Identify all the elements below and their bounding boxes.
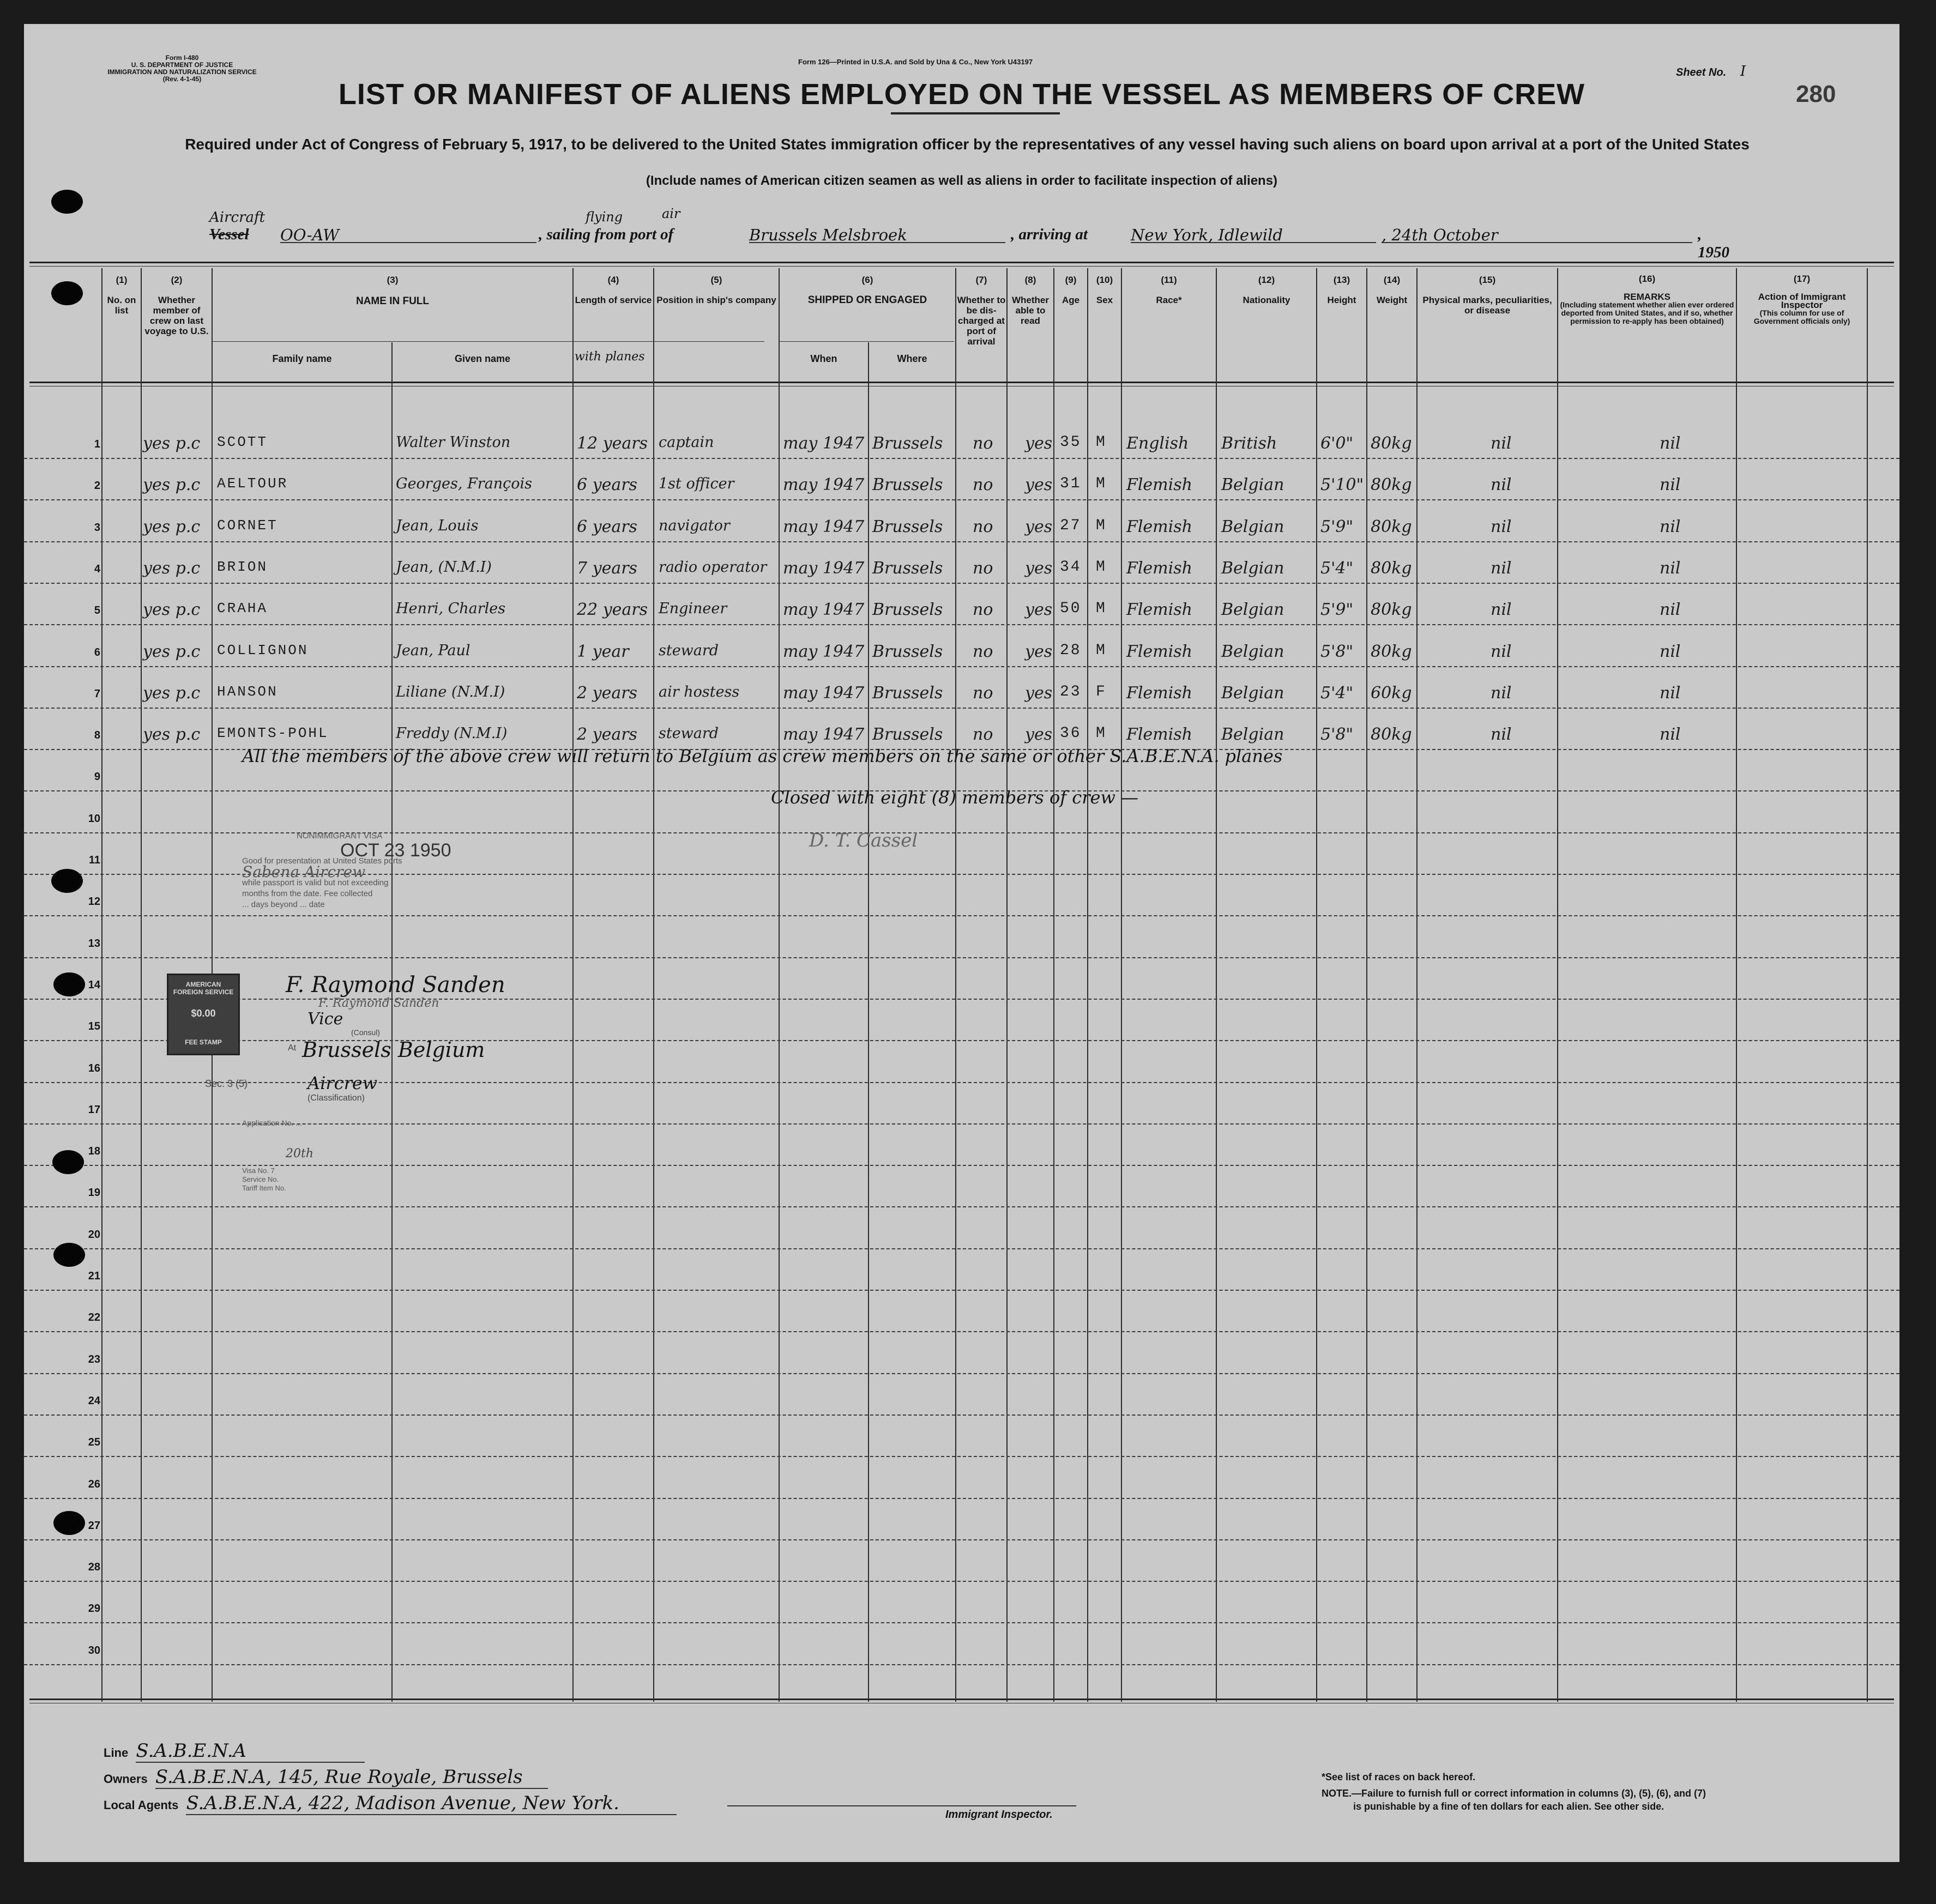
cell-where: Brussels xyxy=(872,642,943,661)
cell-marks: nil xyxy=(1491,683,1512,703)
row-number: 25 xyxy=(88,1436,100,1449)
cell-last-voyage: yes p.c xyxy=(143,642,201,661)
table-row xyxy=(24,1291,1899,1332)
cell-when: may 1947 xyxy=(783,434,865,453)
cell-service: 22 years xyxy=(577,600,648,620)
binder-hole xyxy=(51,869,83,893)
table-row xyxy=(24,584,1899,625)
table-row xyxy=(24,501,1899,542)
cell-age: 23 xyxy=(1060,683,1082,700)
cell-race: Flemish xyxy=(1126,600,1192,620)
cell-marks: nil xyxy=(1491,434,1512,453)
cell-nationality: Belgian xyxy=(1221,475,1284,495)
col-header-12: (12) Nationality xyxy=(1243,275,1290,305)
cell-height: 5'10" xyxy=(1320,475,1364,495)
header-rule-top xyxy=(29,262,1894,263)
cell-remarks: nil xyxy=(1660,475,1681,495)
table-row xyxy=(24,1249,1899,1291)
service: IMMIGRATION AND NATURALIZATION SERVICE xyxy=(107,68,257,76)
cell-nationality: Belgian xyxy=(1221,517,1284,536)
cell-race: Flemish xyxy=(1126,558,1192,578)
cell-family: COLLIGNON xyxy=(217,642,309,658)
col-header-3: (3) NAME IN FULL xyxy=(355,275,430,307)
cell-sex: M xyxy=(1096,600,1107,618)
row-number: 8 xyxy=(94,729,100,742)
shipped-where-header: Where xyxy=(897,353,927,364)
cell-read: yes xyxy=(1025,434,1053,453)
cell-last-voyage: yes p.c xyxy=(143,558,201,578)
cell-service: 12 years xyxy=(577,434,648,453)
col-header-15: (15) Physical marks, peculiarities, or disease xyxy=(1422,275,1552,316)
printer-line: Form 126—Printed in U.S.A. and Sold by Una & Co., New York U43197 xyxy=(798,58,1033,66)
cell-position: Engineer xyxy=(659,600,727,618)
cell-given: Freddy (N.M.I) xyxy=(396,725,508,742)
cell-race: Flemish xyxy=(1126,683,1192,703)
line-label: Line S.A.B.E.N.A xyxy=(104,1740,365,1763)
col-header-11: (11) Race* xyxy=(1156,275,1182,305)
col-header-6: (6) SHIPPED OR ENGAGED xyxy=(807,275,927,306)
cell-height: 6'0" xyxy=(1320,434,1354,453)
row-number: 15 xyxy=(88,1020,100,1033)
inspector-caption: Immigrant Inspector. xyxy=(945,1809,1053,1821)
cell-where: Brussels xyxy=(872,517,943,536)
row-number: 2 xyxy=(94,480,100,492)
cell-given: Henri, Charles xyxy=(396,600,506,618)
table-row xyxy=(24,1458,1899,1499)
cell-given: Georges, François xyxy=(396,475,532,493)
row-number: 3 xyxy=(94,521,100,534)
cell-remarks: nil xyxy=(1660,517,1681,536)
table-row xyxy=(24,626,1899,667)
given-name-header: Given name xyxy=(454,353,511,364)
row-number: 20 xyxy=(88,1228,100,1241)
row-number: 18 xyxy=(88,1145,100,1158)
col-header-1: (1) No. on list xyxy=(107,275,136,316)
vessel-value: OO-AW xyxy=(280,226,536,243)
table-row xyxy=(24,1582,1899,1623)
cell-nationality: Belgian xyxy=(1221,683,1284,703)
cell-nationality: Belgian xyxy=(1221,558,1284,578)
row-number: 28 xyxy=(88,1561,100,1574)
cell-read: yes xyxy=(1025,600,1053,620)
row-number: 22 xyxy=(88,1311,100,1324)
cell-service: 2 years xyxy=(577,683,637,703)
cell-marks: nil xyxy=(1491,725,1512,745)
cell-where: Brussels xyxy=(872,558,943,578)
row-rule xyxy=(24,1664,1899,1665)
manifest-sheet xyxy=(24,24,1899,1862)
cell-family: BRION xyxy=(217,558,268,575)
cell-age: 50 xyxy=(1060,600,1082,618)
cell-height: 5'8" xyxy=(1320,642,1354,661)
sheet-number-value: I xyxy=(1740,63,1746,80)
cell-remarks: nil xyxy=(1660,642,1681,661)
return-note: All the members of the above crew will return to Belgium as crew members on the same or other S.A.B.E.N.A. planes xyxy=(242,746,1283,766)
col-header-9: (9) Age xyxy=(1062,275,1080,305)
col-header-4: (4) Length of service xyxy=(575,275,652,305)
cell-read: yes xyxy=(1025,517,1053,536)
cell-where: Brussels xyxy=(872,434,943,453)
fee-stamp: AMERICAN FOREIGN SERVICE $0.00 FEE STAMP xyxy=(167,974,240,1055)
cell-remarks: nil xyxy=(1660,725,1681,745)
row-number: 27 xyxy=(88,1519,100,1532)
cell-age: 27 xyxy=(1060,517,1082,534)
cell-remarks: nil xyxy=(1660,558,1681,578)
visa-ref-lines: Visa No. 7 Service No. Tariff Item No. xyxy=(242,1166,286,1192)
table-row xyxy=(24,1208,1899,1249)
col-header-2: (2) Whether member of crew on last voyage to U.S. xyxy=(144,275,209,336)
cell-position: captain xyxy=(659,434,714,451)
binder-hole xyxy=(51,281,83,305)
row-number: 1 xyxy=(94,438,100,450)
cell-family: HANSON xyxy=(217,683,278,700)
classification-value: Aircrew xyxy=(307,1073,378,1093)
row-number: 7 xyxy=(94,687,100,700)
cell-when: may 1947 xyxy=(783,683,865,703)
cell-last-voyage: yes p.c xyxy=(143,600,201,620)
table-row xyxy=(24,1166,1899,1207)
cell-where: Brussels xyxy=(872,475,943,495)
table-row xyxy=(24,418,1899,459)
include-note: (Include names of American citizen seamen as well as aliens in order to facilitate inspection of aliens) xyxy=(646,173,1278,188)
cell-marks: nil xyxy=(1491,517,1512,536)
cell-race: English xyxy=(1126,434,1189,453)
cell-last-voyage: yes p.c xyxy=(143,517,201,536)
table-rule-bottom xyxy=(29,1699,1894,1700)
cell-discharged: no xyxy=(973,517,993,536)
cell-remarks: nil xyxy=(1660,683,1681,703)
title-underline xyxy=(891,112,1060,114)
row-number: 12 xyxy=(88,896,100,908)
cell-position: steward xyxy=(659,725,719,742)
cell-when: may 1947 xyxy=(783,475,865,495)
cell-marks: nil xyxy=(1491,558,1512,578)
row-number: 17 xyxy=(88,1103,100,1116)
shipped-subheader-rule xyxy=(780,341,954,342)
cell-given: Liliane (N.M.I) xyxy=(396,683,505,700)
cell-when: may 1947 xyxy=(783,517,865,536)
cell-discharged: no xyxy=(973,725,993,745)
col-header-8: (8) Whether able to read xyxy=(1012,275,1049,326)
binder-hole xyxy=(52,1150,84,1174)
cell-where: Brussels xyxy=(872,600,943,620)
family-name-header: Family name xyxy=(272,353,332,364)
row-number: 16 xyxy=(88,1062,100,1074)
row-number: 21 xyxy=(88,1270,100,1282)
consul-title: Vice xyxy=(307,1010,343,1029)
cell-race: Flemish xyxy=(1126,475,1192,495)
cell-discharged: no xyxy=(973,600,993,620)
visa-line-5: Application No. ... xyxy=(242,1119,302,1127)
sheet-number-label: Sheet No. xyxy=(1676,67,1727,78)
cell-age: 34 xyxy=(1060,558,1082,576)
cell-position: air hostess xyxy=(659,683,740,700)
visa-handwritten-date: 20th xyxy=(286,1147,314,1160)
cell-when: may 1947 xyxy=(783,725,865,745)
cell-nationality: British xyxy=(1221,434,1277,453)
table-row xyxy=(24,459,1899,500)
cell-sex: M xyxy=(1096,434,1107,451)
table-row xyxy=(24,1540,1899,1582)
cell-remarks: nil xyxy=(1660,434,1681,453)
cell-family: EMONTS-POHL xyxy=(217,725,329,742)
table-row xyxy=(24,1499,1899,1540)
sailing-label: , sailing from port of xyxy=(539,226,674,243)
cell-race: Flemish xyxy=(1126,642,1192,661)
cell-sex: M xyxy=(1096,558,1107,576)
row-number: 26 xyxy=(88,1478,100,1490)
cell-read: yes xyxy=(1025,475,1053,495)
name-subheader-rule xyxy=(213,341,764,342)
classification-caption: (Classification) xyxy=(307,1093,365,1103)
cell-age: 36 xyxy=(1060,725,1082,742)
row-number: 10 xyxy=(88,812,100,825)
cell-weight: 80kg xyxy=(1371,434,1412,453)
header-rule-top-inner xyxy=(29,266,1894,267)
cell-service: 1 year xyxy=(577,642,629,661)
row-number: 5 xyxy=(94,605,100,617)
consul-signature: F. Raymond Sanden xyxy=(286,972,505,998)
col-header-16: (16) REMARKS (Including statement whether alien ever ordered deported from United States, and if so, whether permission to re-apply has been obtained) xyxy=(1560,274,1734,325)
row-number: 24 xyxy=(88,1394,100,1407)
cell-service: 7 years xyxy=(577,558,637,578)
col-header-10: (10) Sex xyxy=(1096,275,1113,305)
cell-read: yes xyxy=(1025,683,1053,703)
cell-read: yes xyxy=(1025,642,1053,661)
cell-height: 5'4" xyxy=(1320,683,1354,703)
cell-position: navigator xyxy=(659,517,730,534)
cell-family: AELTOUR xyxy=(217,475,288,492)
arriving-value: New York, Idlewild xyxy=(1131,226,1376,243)
table-row xyxy=(24,1000,1899,1041)
section-ref: Sec. 3 (5) xyxy=(205,1078,248,1089)
line-value: S.A.B.E.N.A xyxy=(136,1740,365,1763)
cell-height: 5'8" xyxy=(1320,725,1354,745)
arriving-label: , arriving at xyxy=(1011,226,1088,243)
cell-weight: 80kg xyxy=(1371,642,1412,661)
consul-title-caption: (Consul) xyxy=(351,1028,380,1037)
penalty-note: NOTE.—Failure to furnish full or correct information in columns (3), (5), (6), and (7) is punishable by a fine of ten dollars for each alien. See other side. xyxy=(1322,1788,1706,1812)
header-rule-bottom xyxy=(29,382,1894,383)
row-number: 11 xyxy=(88,854,100,866)
races-note: *See list of races on back hereof. xyxy=(1322,1772,1476,1782)
cell-age: 31 xyxy=(1060,475,1082,493)
cell-last-voyage: yes p.c xyxy=(143,475,201,495)
cell-given: Jean, Paul xyxy=(396,642,471,659)
col-header-14: (14) Weight xyxy=(1376,275,1408,305)
closed-note: Closed with eight (8) members of crew — xyxy=(771,787,1138,808)
col-header-17: (17) Action of Immigrant Inspector (This column for use of Government officials only) xyxy=(1753,274,1850,325)
cell-sex: F xyxy=(1096,683,1107,700)
cell-discharged: no xyxy=(973,683,993,703)
binder-hole xyxy=(53,1511,85,1535)
cell-where: Brussels xyxy=(872,725,943,745)
table-row xyxy=(24,1374,1899,1416)
cell-sex: M xyxy=(1096,642,1107,659)
cell-marks: nil xyxy=(1491,642,1512,661)
cell-discharged: no xyxy=(973,475,993,495)
cell-sex: M xyxy=(1096,475,1107,493)
table-row xyxy=(24,1333,1899,1374)
cell-position: steward xyxy=(659,642,719,659)
cell-height: 5'9" xyxy=(1320,517,1354,536)
department: U. S. DEPARTMENT OF JUSTICE xyxy=(131,61,233,69)
cell-when: may 1947 xyxy=(783,600,865,620)
arrival-date: , 24th October xyxy=(1382,226,1692,243)
form-number: Form I-480 xyxy=(165,54,199,62)
cell-weight: 80kg xyxy=(1371,600,1412,620)
table-row xyxy=(24,1416,1899,1457)
col-header-13: (13) Height xyxy=(1327,275,1356,305)
cell-race: Flemish xyxy=(1126,725,1192,745)
cell-service: 6 years xyxy=(577,475,637,495)
cell-when: may 1947 xyxy=(783,642,865,661)
cell-remarks: nil xyxy=(1660,600,1681,620)
cell-last-voyage: yes p.c xyxy=(143,725,201,745)
row-number: 4 xyxy=(94,563,100,575)
vessel-label: Vessel xyxy=(209,226,249,243)
inspector-initials: D. T. Cassel xyxy=(809,830,918,851)
row-number: 30 xyxy=(88,1644,100,1657)
cell-position: radio operator xyxy=(659,558,767,576)
length-service-note: with planes xyxy=(575,350,645,364)
cell-given: Walter Winston xyxy=(396,434,511,451)
binder-hole xyxy=(51,190,83,214)
vessel-type-note: Aircraft xyxy=(209,209,266,226)
cell-family: CRAHA xyxy=(217,600,268,617)
cell-weight: 80kg xyxy=(1371,725,1412,745)
port-note: air xyxy=(662,206,680,221)
shipped-when-header: When xyxy=(810,353,837,364)
cell-where: Brussels xyxy=(872,683,943,703)
cell-nationality: Belgian xyxy=(1221,600,1284,620)
binder-hole xyxy=(53,1243,85,1267)
cell-read: yes xyxy=(1025,725,1053,745)
cell-age: 35 xyxy=(1060,434,1082,451)
cell-service: 2 years xyxy=(577,725,637,745)
table-row xyxy=(24,1083,1899,1125)
arrival-year: , 1950 xyxy=(1698,226,1729,261)
table-row xyxy=(24,709,1899,750)
cell-discharged: no xyxy=(973,434,993,453)
cell-weight: 80kg xyxy=(1371,558,1412,578)
visa-stamp: NONIMMIGRANT VISA OCT 23 1950 Good for presentation at United States ports Sabena Aircrew while passport is valid but not exceeding months from the date. Fee collected ... days beyond ... date xyxy=(242,831,451,909)
sailing-from-value: Brussels Melsbroek xyxy=(749,226,1005,243)
table-row xyxy=(24,667,1899,709)
agents-label: Local Agents S.A.B.E.N.A, 422, Madison Avenue, New York. xyxy=(104,1792,677,1815)
cell-last-voyage: yes p.c xyxy=(143,683,201,703)
revision: (Rev. 4-1-45) xyxy=(162,75,202,83)
cell-sex: M xyxy=(1096,725,1107,742)
cell-nationality: Belgian xyxy=(1221,725,1284,745)
cell-read: yes xyxy=(1025,558,1053,578)
cell-last-voyage: yes p.c xyxy=(143,434,201,453)
cell-nationality: Belgian xyxy=(1221,642,1284,661)
col-header-5: (5) Position in ship's company xyxy=(656,275,776,305)
cell-discharged: no xyxy=(973,642,993,661)
cell-family: SCOTT xyxy=(217,434,268,450)
cell-age: 28 xyxy=(1060,642,1082,659)
cell-weight: 80kg xyxy=(1371,475,1412,495)
row-number: 23 xyxy=(88,1353,100,1365)
cell-height: 5'9" xyxy=(1320,600,1354,620)
table-row xyxy=(24,542,1899,584)
cell-position: 1st officer xyxy=(659,475,734,493)
owners-value: S.A.B.E.N.A, 145, Rue Royale, Brussels xyxy=(155,1766,548,1789)
issue-place: Brussels Belgium xyxy=(302,1038,485,1062)
cell-sex: M xyxy=(1096,517,1107,534)
cell-service: 6 years xyxy=(577,517,637,536)
consul-name: F. Raymond Sanden xyxy=(318,996,439,1010)
table-row xyxy=(24,1624,1899,1665)
place-prefix: At xyxy=(288,1043,297,1053)
row-number: 14 xyxy=(88,978,100,991)
cell-discharged: no xyxy=(973,558,993,578)
cell-when: may 1947 xyxy=(783,558,865,578)
cell-race: Flemish xyxy=(1126,517,1192,536)
row-number: 9 xyxy=(94,771,100,783)
required-statement: Required under Act of Congress of February 5, 1917, to be delivered to the United States immigration officer by the representatives of any vessel having such aliens on board upon arrival at a port of the United States xyxy=(185,136,1750,153)
row-number: 6 xyxy=(94,646,100,658)
cell-given: Jean, Louis xyxy=(396,517,479,534)
cell-weight: 80kg xyxy=(1371,517,1412,536)
agents-value: S.A.B.E.N.A, 422, Madison Avenue, New York. xyxy=(186,1792,677,1815)
row-number: 29 xyxy=(88,1603,100,1615)
page-title: LIST OR MANIFEST OF ALIENS EMPLOYED ON THE VESSEL AS MEMBERS OF CREW xyxy=(338,78,1585,111)
inspector-signature-line xyxy=(727,1805,1076,1806)
cell-marks: nil xyxy=(1491,475,1512,495)
cell-given: Jean, (N.M.I) xyxy=(396,558,492,576)
row-number: 13 xyxy=(88,937,100,950)
cell-weight: 60kg xyxy=(1371,683,1412,703)
page-number: 280 xyxy=(1796,81,1836,107)
binder-hole xyxy=(53,972,85,996)
owners-label: Owners S.A.B.E.N.A, 145, Rue Royale, Brussels xyxy=(104,1766,548,1789)
col-header-7: (7) Whether to be dis-charged at port of arrival xyxy=(957,275,1006,347)
row-number: 19 xyxy=(88,1187,100,1199)
cell-family: CORNET xyxy=(217,517,278,534)
cell-height: 5'4" xyxy=(1320,558,1354,578)
cell-marks: nil xyxy=(1491,600,1512,620)
vessel-line xyxy=(209,206,1736,261)
sailing-note: flying xyxy=(586,209,623,225)
